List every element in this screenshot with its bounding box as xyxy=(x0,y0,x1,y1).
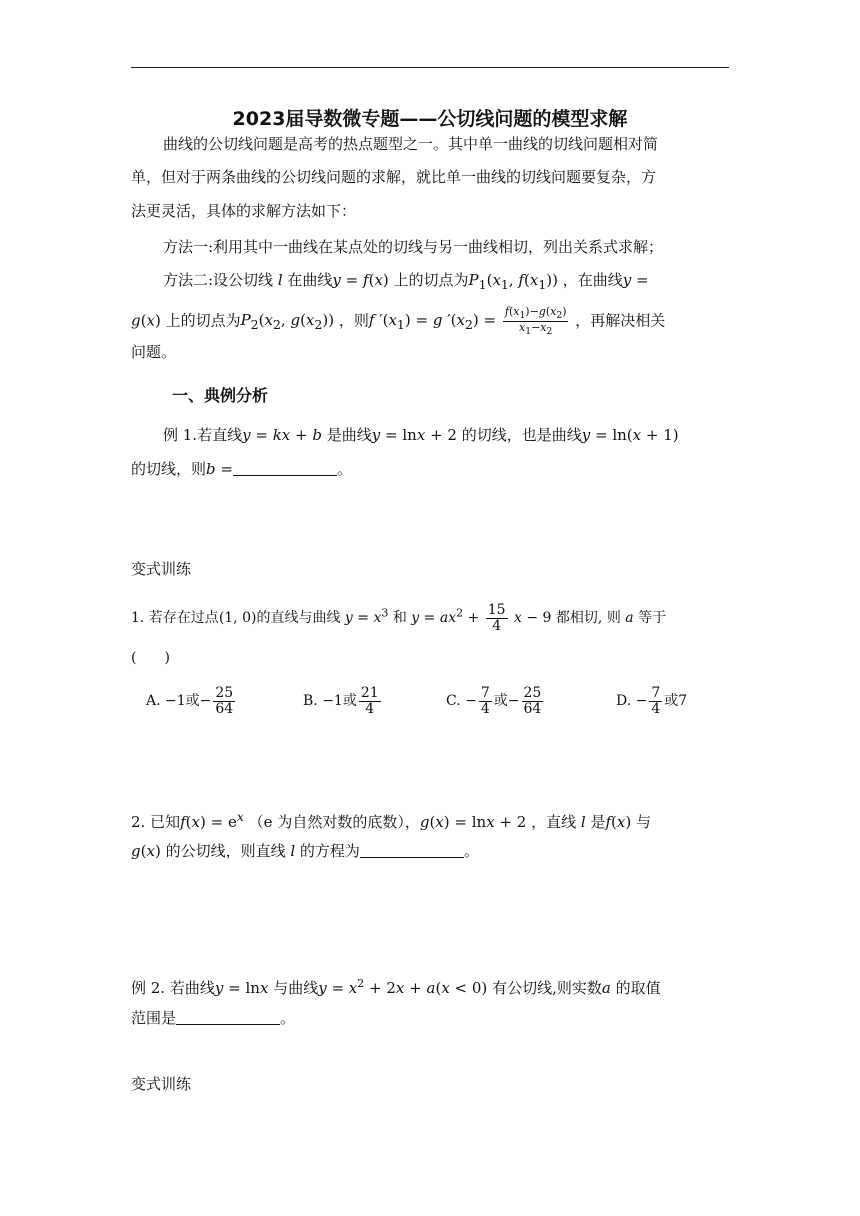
option-a[interactable]: A. −1或− $\frac{25}{64}$ xyxy=(146,685,234,717)
intro-line-3: 法更灵活，具体的求解方法如下： xyxy=(131,202,357,220)
example-1-line-2: 的切线，则b = 。 xyxy=(131,460,352,478)
answer-blank-1[interactable] xyxy=(233,461,337,476)
answer-blank-2[interactable] xyxy=(360,843,464,858)
example-2-line-2: 范围是 。 xyxy=(131,1009,296,1027)
intro-line-1: 曲线的公切线问题是高考的热点题型之一。其中单一曲线的切线问题相对简 xyxy=(163,135,659,153)
method-two-line-1: 方法二:设公切线 l 在曲线y = f(x) 上的切点为$P_1(x_1$, $f(x_1)$) ，在曲线y = xyxy=(163,271,649,292)
variant-label-2: 变式训练 xyxy=(131,1075,192,1093)
method-two-line-2: g(x) 上的切点为$P_2(x_2$, $g(x_2)$) ，则f $'(x_1) = g$ $'(x_2)$ = $\frac{f(x_1)-g(x_2)}{x_1-x_2}$ ，再解决相关 xyxy=(131,305,666,337)
section-heading: 一、典例分析 xyxy=(172,386,269,405)
option-c[interactable]: C. − $\frac{7}{4}$ 或− $\frac{25}{64}$ xyxy=(446,685,542,717)
page-title: 2023届导数微专题——公切线问题的模型求解 xyxy=(232,108,628,130)
question-1-paren: ( ) xyxy=(131,650,170,666)
question-1-line-1: 1. 若存在过点(1, 0)的直线与曲线 $y = x^3$ 和 $y = ax^2$ + $\frac{15}{4}$ x − 9 都相切, 则 a 等于 xyxy=(131,602,667,634)
method-two-line-3: 问题。 xyxy=(131,343,177,361)
method-one: 方法一:利用其中一曲线在某点处的切线与另一曲线相切，列出关系式求解； xyxy=(163,238,664,256)
question-2-line-1: 2. 已知$f(x) = e^x$ （e 为自然对数的底数），g(x) = lnx + 2 ，直线 l 是f(x) 与 xyxy=(131,809,651,831)
intro-line-2: 单，但对于两条曲线的公切线问题的求解，就比单一曲线的切线问题要复杂，方 xyxy=(131,168,657,186)
question-2-line-2: g(x) 的公切线，则直线 l 的方程为 。 xyxy=(131,842,479,860)
variant-label-1: 变式训练 xyxy=(131,560,192,578)
answer-blank-3[interactable] xyxy=(176,1010,280,1025)
example-1-line-1: 例 1.若直线y = kx + b 是曲线y = lnx + 2 的切线，也是曲线y = ln(x + 1) xyxy=(163,426,679,444)
option-b[interactable]: B. −1或 $\frac{21}{4}$ xyxy=(303,685,379,717)
example-2-line-1: 例 2. 若曲线y = lnx 与曲线$y = x^2 + 2x + a(x < 0)$ 有公切线,则实数a 的取值 xyxy=(131,977,661,997)
header-rule xyxy=(131,67,729,68)
option-d[interactable]: D. − $\frac{7}{4}$ 或7 xyxy=(616,685,688,717)
